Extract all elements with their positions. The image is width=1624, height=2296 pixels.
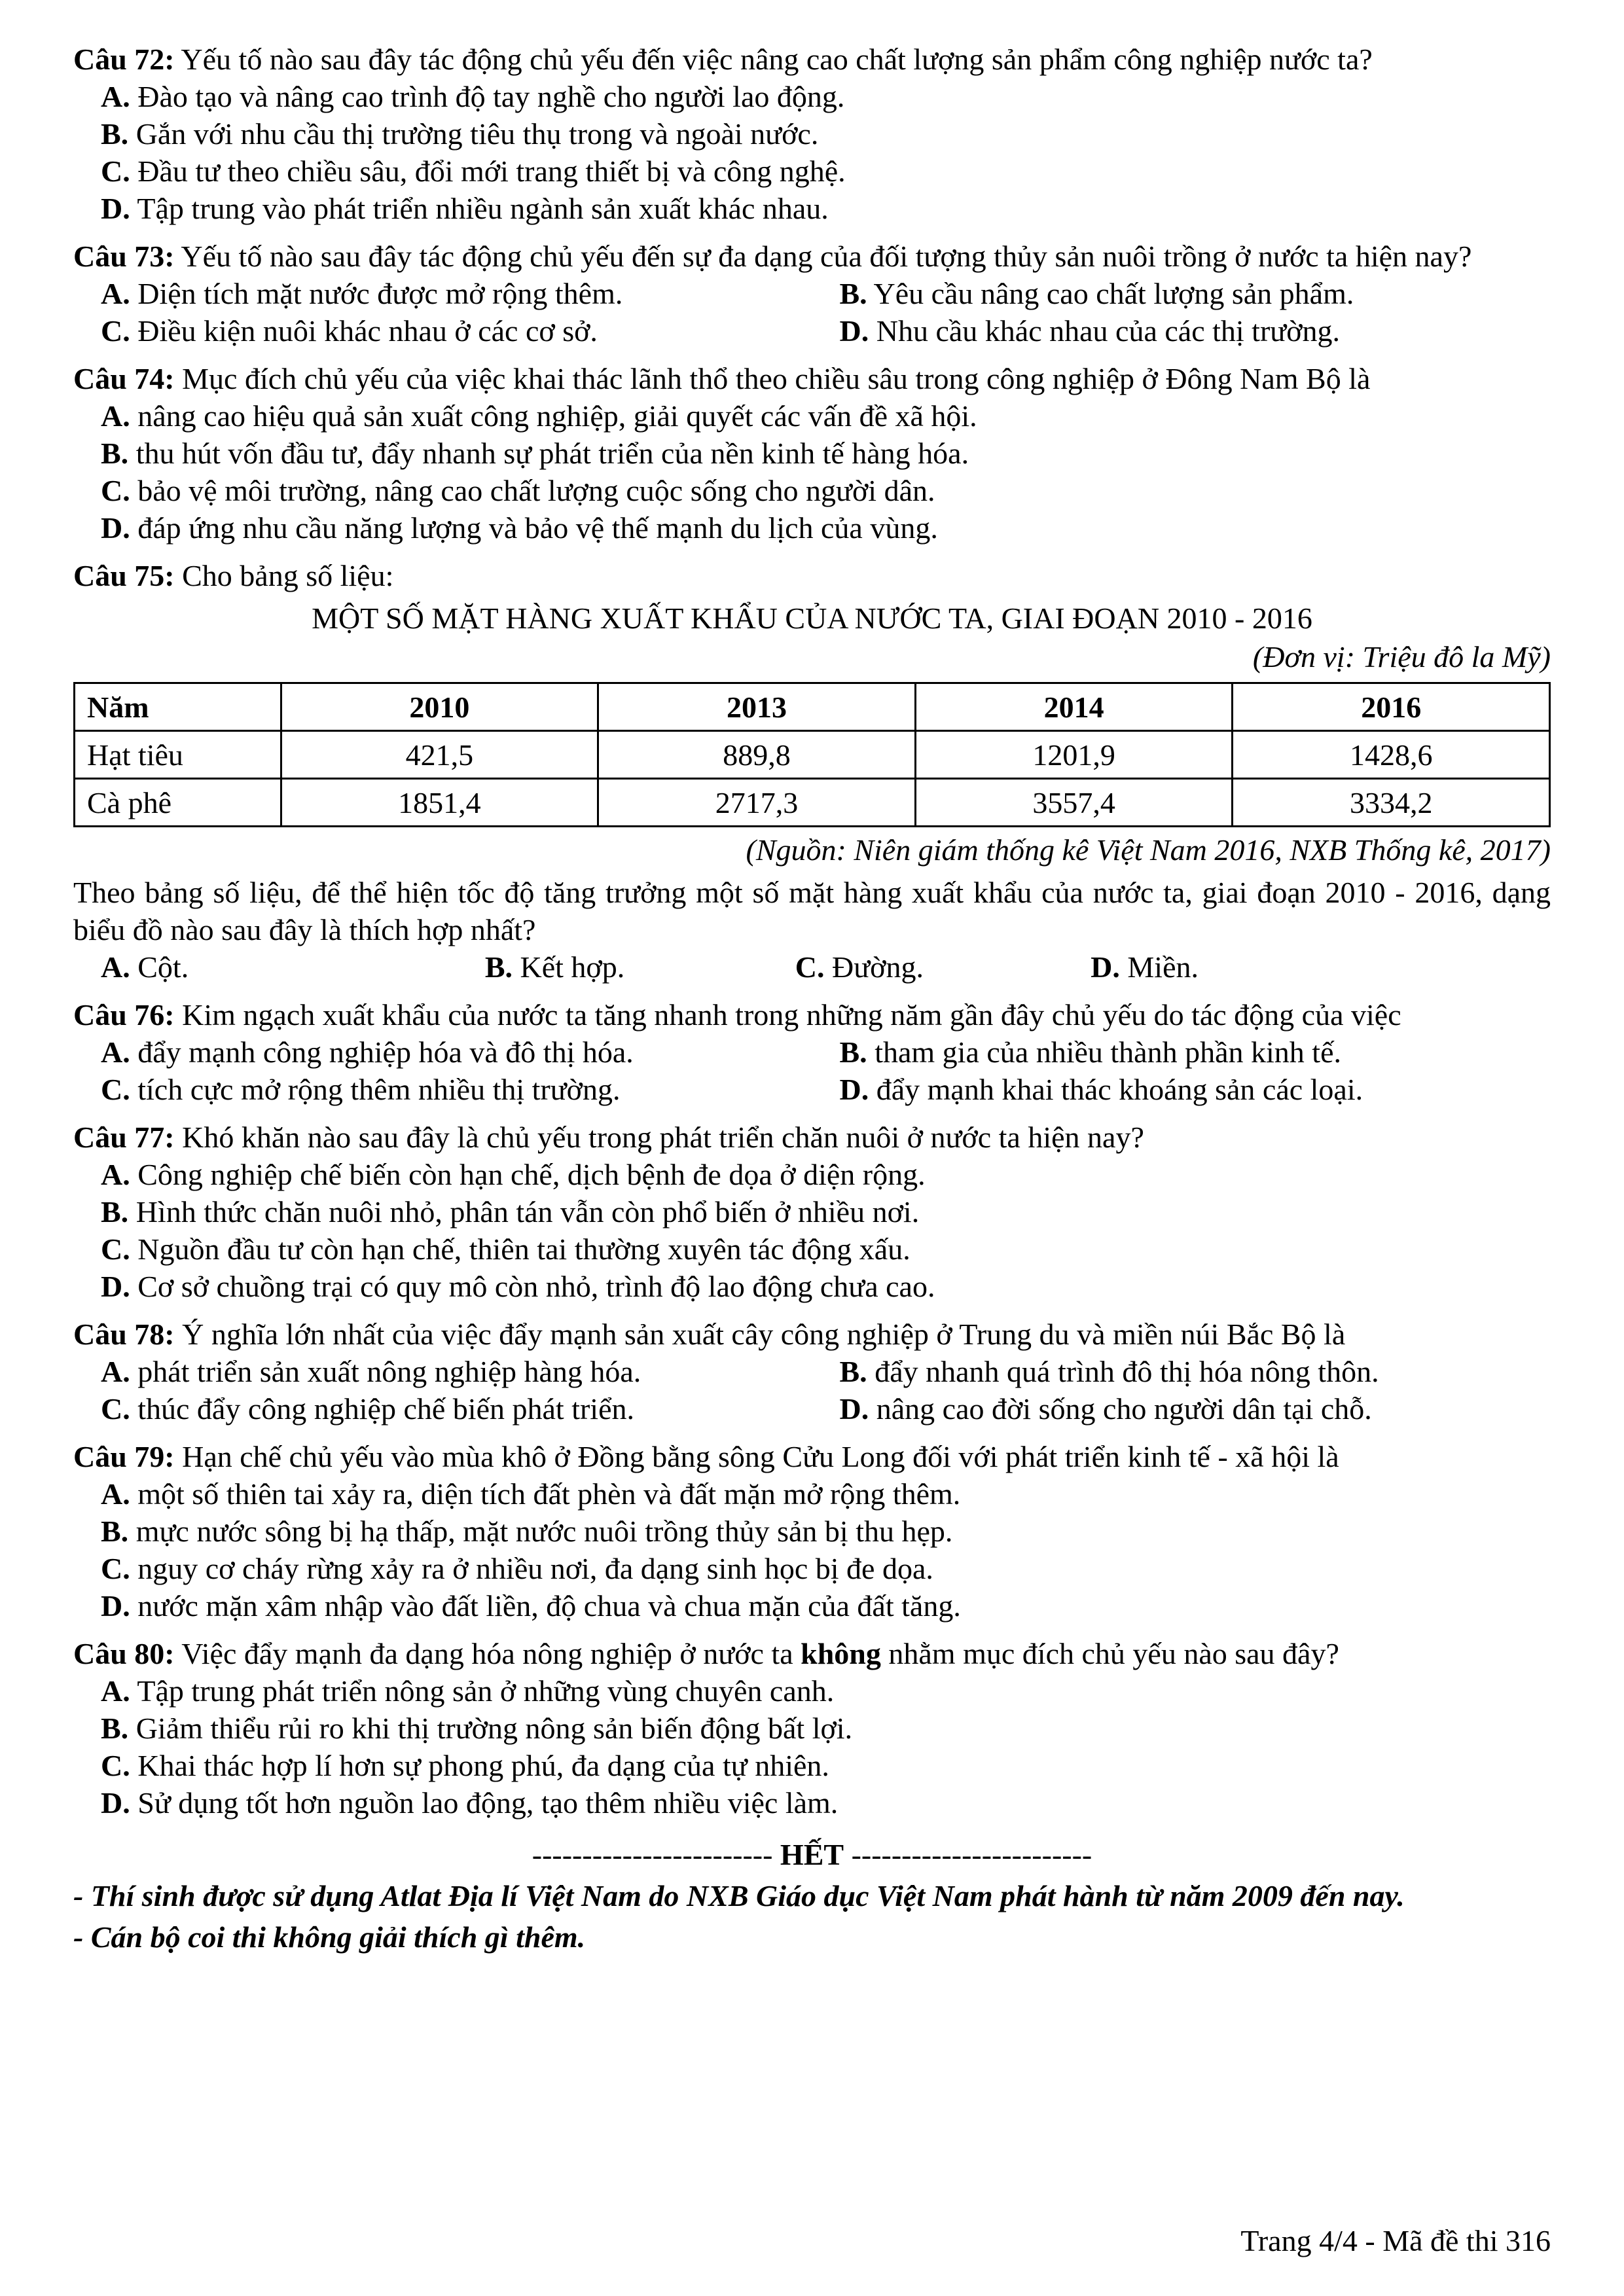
option-c (73, 1747, 1551, 1784)
option-text: nước mặn xâm nhập vào đất liền, độ chua và chua mặn của đất tăng. (137, 1589, 961, 1623)
option-c (73, 1071, 812, 1108)
option-letter: C. (101, 314, 130, 348)
option-letter: B. (101, 1712, 129, 1745)
table-header-cell: 2013 (598, 683, 916, 731)
option-letter: C. (101, 1073, 130, 1106)
option-letter: B. (839, 1035, 867, 1069)
option-letter: A. (101, 399, 130, 433)
table-cell: 3334,2 (1233, 779, 1550, 827)
question-number: Câu 74: (73, 362, 175, 395)
option-letter: B. (101, 117, 129, 151)
table-row (75, 779, 1550, 827)
table-header-cell: 2014 (915, 683, 1233, 731)
option-text: Tập trung vào phát triển nhiều ngành sản xuất khác nhau. (137, 192, 829, 225)
option-text: đẩy mạnh công nghiệp hóa và đô thị hóa. (137, 1035, 634, 1069)
question-number: Câu 75: (73, 559, 175, 592)
option-letter: D. (839, 1073, 869, 1106)
footer-note-proctor: - Cán bộ coi thi không giải thích gì thêm. (73, 1920, 586, 1954)
option-letter: D. (101, 1589, 130, 1623)
question-79 (73, 1438, 1551, 1624)
question-number: Câu 73: (73, 240, 175, 273)
option-text: đáp ứng nhu cầu năng lượng và bảo vệ thế mạnh du lịch của vùng. (137, 511, 938, 545)
option-a (73, 1033, 812, 1071)
option-c (73, 312, 812, 350)
option-text: Sử dụng tốt hơn nguồn lao động, tạo thêm nhiều việc làm. (137, 1786, 839, 1820)
option-text: Miền. (1127, 950, 1199, 984)
option-text: bảo vệ môi trường, nâng cao chất lượng cuộc sống cho người dân. (137, 474, 935, 507)
option-text: thúc đẩy công nghiệp chế biến phát triển. (137, 1392, 634, 1426)
table-cell: 1201,9 (915, 731, 1233, 779)
option-text: phát triển sản xuất nông nghiệp hàng hóa. (137, 1355, 641, 1388)
option-b (73, 1710, 1551, 1747)
question-stem (73, 996, 1551, 1033)
table-header-cell: 2016 (1233, 683, 1550, 731)
question-text: Theo bảng số liệu, để thể hiện tốc độ tăng trưởng một số mặt hàng xuất khẩu của nước ta, giai đoạn 2010 - 2016, dạng biểu đồ nào sau đây là thích hợp nhất? (73, 876, 1551, 946)
question-stem (73, 360, 1551, 397)
table-cell: 3557,4 (915, 779, 1233, 827)
end-separator (73, 1836, 1551, 1873)
table-row (75, 731, 1550, 779)
option-b (73, 1513, 1551, 1550)
option-a (73, 78, 1551, 115)
option-d (812, 1071, 1551, 1108)
option-text: Cột. (137, 950, 189, 984)
option-letter: D. (101, 511, 130, 545)
question-74 (73, 360, 1551, 547)
option-text: nâng cao hiệu quả sản xuất công nghiệp, giải quyết các vấn đề xã hội. (137, 399, 977, 433)
option-letter: A. (101, 1674, 130, 1708)
question-text: Yếu tố nào sau đây tác động chủ yếu đến sự đa dạng của đối tượng thủy sản nuôi trồng ở nước ta hiện nay? (181, 240, 1472, 273)
question-stem (73, 1438, 1551, 1475)
option-text: Đầu tư theo chiều sâu, đổi mới trang thiết bị và công nghệ. (137, 154, 846, 188)
table-cell: 1428,6 (1233, 731, 1550, 779)
option-d (73, 1784, 1551, 1821)
table-cell: 421,5 (281, 731, 598, 779)
question-80 (73, 1635, 1551, 1821)
question-text: Yếu tố nào sau đây tác động chủ yếu đến việc nâng cao chất lượng sản phẩm công nghiệp nước ta? (181, 43, 1373, 76)
table-cell: 2717,3 (598, 779, 916, 827)
table-title: MỘT SỐ MẶT HÀNG XUẤT KHẨU CỦA NƯỚC TA, GIAI ĐOẠN 2010 - 2016 (312, 601, 1312, 635)
question-73 (73, 238, 1551, 350)
table-header-cell: Năm (75, 683, 281, 731)
option-letter: D. (101, 1786, 130, 1820)
option-letter: C. (101, 1392, 130, 1426)
question-text: Kim ngạch xuất khẩu của nước ta tăng nhanh trong những năm gần đây chủ yếu do tác động của việc (182, 998, 1401, 1031)
question-text: Ý nghĩa lớn nhất của việc đẩy mạnh sản xuất cây công nghiệp ở Trung du và miền núi Bắc Bộ là (182, 1318, 1346, 1351)
question-stem (73, 238, 1551, 275)
end-dashes-right: ------------------------ (851, 1838, 1092, 1871)
option-letter: C. (101, 154, 130, 188)
option-letter: C. (101, 474, 130, 507)
option-letter: A. (101, 1158, 130, 1191)
table-cell: 889,8 (598, 731, 916, 779)
option-a (73, 275, 812, 312)
option-text: nâng cao đời sống cho người dân tại chỗ. (876, 1392, 1372, 1426)
question-75 (73, 557, 1551, 986)
option-letter: D. (839, 1392, 869, 1426)
option-text: tham gia của nhiều thành phần kinh tế. (875, 1035, 1341, 1069)
question-text: Cho bảng số liệu: (182, 559, 394, 592)
option-a (73, 948, 458, 986)
option-letter: D. (839, 314, 869, 348)
option-a (73, 397, 1551, 435)
question-stem (73, 1316, 1551, 1353)
option-d (73, 1268, 1551, 1305)
option-text: Kết hợp. (520, 950, 625, 984)
table-source-note: (Nguồn: Niên giám thống kê Việt Nam 2016, NXB Thống kê, 2017) (746, 833, 1551, 867)
option-a (73, 1156, 1551, 1193)
option-text: Công nghiệp chế biến còn hạn chế, dịch bệnh đe dọa ở diện rộng. (137, 1158, 926, 1191)
option-a (73, 1475, 1551, 1513)
question-text: Khó khăn nào sau đây là chủ yếu trong phát triển chăn nuôi ở nước ta hiện nay? (182, 1121, 1144, 1154)
question-number: Câu 77: (73, 1121, 175, 1154)
option-b (812, 275, 1551, 312)
question-stem (73, 557, 1551, 594)
options-grid (73, 1353, 1551, 1427)
question-78 (73, 1316, 1551, 1427)
option-text: thu hút vốn đầu tư, đẩy nhanh sự phát triển của nền kinh tế hàng hóa. (135, 437, 969, 470)
option-letter: B. (101, 1515, 129, 1548)
option-letter: C. (101, 1552, 130, 1585)
option-text: Điều kiện nuôi khác nhau ở các cơ sở. (137, 314, 598, 348)
option-letter: B. (101, 1195, 129, 1229)
option-text: Yêu cầu nâng cao chất lượng sản phẩm. (873, 277, 1354, 310)
option-letter: D. (101, 1270, 130, 1303)
option-letter: C. (101, 1749, 130, 1782)
page-number: Trang 4/4 - Mã đề thi 316 (1240, 2224, 1551, 2257)
options-grid (73, 275, 1551, 350)
option-letter: A. (101, 1355, 130, 1388)
option-text: Gắn với nhu cầu thị trường tiêu thụ trong và ngoài nước. (135, 117, 819, 151)
option-letter: A. (101, 277, 130, 310)
option-d (1063, 948, 1551, 986)
question-76 (73, 996, 1551, 1108)
option-b (73, 435, 1551, 472)
option-c (73, 472, 1551, 509)
option-d (812, 1390, 1551, 1427)
option-text: mực nước sông bị hạ thấp, mặt nước nuôi trồng thủy sản bị thu hẹp. (135, 1515, 953, 1548)
option-text: Đào tạo và nâng cao trình độ tay nghề cho người lao động. (137, 80, 845, 113)
option-b (812, 1033, 1551, 1071)
option-text: Đường. (832, 950, 924, 984)
question-stem (73, 41, 1551, 78)
option-letter: B. (101, 437, 129, 470)
data-table (73, 682, 1551, 827)
option-d (73, 1587, 1551, 1624)
option-text: đẩy nhanh quá trình đô thị hóa nông thôn. (875, 1355, 1379, 1388)
option-c (768, 948, 1063, 986)
question-text: Mục đích chủ yếu của việc khai thác lãnh thổ theo chiều sâu trong công nghiệp ở Đông Nam Bộ là (182, 362, 1371, 395)
option-c (73, 1390, 812, 1427)
option-letter: A. (101, 1477, 130, 1511)
option-text: Giảm thiểu rủi ro khi thị trường nông sản biến động bất lợi. (135, 1712, 853, 1745)
option-b (812, 1353, 1551, 1390)
question-77 (73, 1119, 1551, 1305)
option-text: Tập trung phát triển nông sản ở những vùng chuyên canh. (137, 1674, 835, 1708)
table-header-cell: 2010 (281, 683, 598, 731)
footer-note-atlat: - Thí sinh được sử dụng Atlat Địa lí Việt Nam do NXB Giáo dục Việt Nam phát hành từ năm 2009 đến nay. (73, 1879, 1405, 1912)
question-number: Câu 76: (73, 998, 175, 1031)
option-text: Cơ sở chuồng trại có quy mô còn nhỏ, trình độ lao động chưa cao. (137, 1270, 935, 1303)
option-c (73, 1230, 1551, 1268)
option-letter: B. (484, 950, 513, 984)
option-letter: C. (101, 1232, 130, 1266)
option-c (73, 152, 1551, 190)
option-b (458, 948, 768, 986)
option-b (73, 115, 1551, 152)
question-text: Hạn chế chủ yếu vào mùa khô ở Đồng bằng sông Cửu Long đối với phát triển kinh tế - xã hội là (182, 1440, 1339, 1473)
option-letter: D. (101, 192, 130, 225)
option-d (73, 509, 1551, 547)
question-72 (73, 41, 1551, 227)
option-a (73, 1672, 1551, 1710)
question-text-bold: không (801, 1637, 881, 1670)
option-text: Diện tích mặt nước được mở rộng thêm. (137, 277, 623, 310)
end-label: HẾT (780, 1838, 844, 1871)
option-a (73, 1353, 812, 1390)
option-text: Nguồn đầu tư còn hạn chế, thiên tai thường xuyên tác động xấu. (137, 1232, 911, 1266)
option-text: tích cực mở rộng thêm nhiều thị trường. (137, 1073, 621, 1106)
option-letter: A. (101, 1035, 130, 1069)
options-grid (73, 1033, 1551, 1108)
option-letter: A. (101, 80, 130, 113)
option-text: nguy cơ cháy rừng xảy ra ở nhiều nơi, đa dạng sinh học bị đe dọa. (137, 1552, 933, 1585)
end-dashes-left: ------------------------ (532, 1838, 773, 1871)
question-text-post: nhằm mục đích chủ yếu nào sau đây? (880, 1637, 1339, 1670)
table-cell: Hạt tiêu (75, 731, 281, 779)
table-header-row (75, 683, 1550, 731)
question-number: Câu 72: (73, 43, 175, 76)
option-letter: C. (795, 950, 825, 984)
option-text: Nhu cầu khác nhau của các thị trường. (876, 314, 1341, 348)
question-stem (73, 1635, 1551, 1672)
question-text-pre: Việc đẩy mạnh đa dạng hóa nông nghiệp ở nước ta (181, 1637, 801, 1670)
option-letter: B. (839, 277, 867, 310)
option-letter: B. (839, 1355, 867, 1388)
option-text: một số thiên tai xảy ra, diện tích đất phèn và đất mặn mở rộng thêm. (137, 1477, 961, 1511)
table-cell: Cà phê (75, 779, 281, 827)
option-d (73, 190, 1551, 227)
option-d (812, 312, 1551, 350)
table-unit-note: (Đơn vị: Triệu đô la Mỹ) (1252, 640, 1551, 673)
option-b (73, 1193, 1551, 1230)
table-cell: 1851,4 (281, 779, 598, 827)
option-letter: D. (1091, 950, 1120, 984)
question-number: Câu 80: (73, 1637, 175, 1670)
option-text: Khai thác hợp lí hơn sự phong phú, đa dạng của tự nhiên. (137, 1749, 829, 1782)
option-c (73, 1550, 1551, 1587)
option-text: đẩy mạnh khai thác khoáng sản các loại. (876, 1073, 1363, 1106)
option-text: Hình thức chăn nuôi nhỏ, phân tán vẫn còn phổ biến ở nhiều nơi. (135, 1195, 920, 1229)
question-number: Câu 78: (73, 1318, 175, 1351)
question-number: Câu 79: (73, 1440, 175, 1473)
options-grid (73, 948, 1551, 986)
question-stem (73, 1119, 1551, 1156)
option-letter: A. (101, 950, 130, 984)
